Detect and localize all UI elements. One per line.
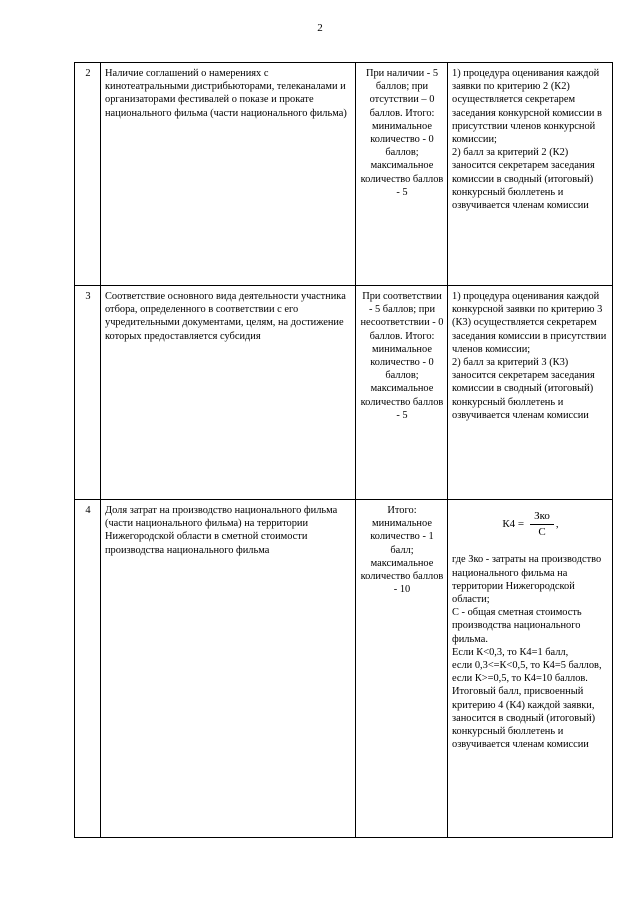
procedure-line: если 0,3<=К<0,5, то К4=5 баллов, xyxy=(452,660,602,672)
procedure-line: С - общая сметная стоимость производства национального фильма. xyxy=(452,607,582,645)
procedure-line: где Зко - затраты на производство национального фильма на территории Нижегородской области; xyxy=(452,554,602,606)
procedure-line: если К>=0,5, то К4=10 баллов. xyxy=(452,673,588,685)
row-number: 4 xyxy=(75,500,101,838)
criterion-procedure xyxy=(448,286,613,500)
criterion-procedure xyxy=(448,500,613,838)
row-number: 3 xyxy=(75,286,101,500)
formula-fraction xyxy=(530,510,554,539)
formula-denominator: С xyxy=(538,526,546,539)
procedure-line: 1) процедура оценивания каждой заявки по критерию 2 (К2) осуществляется секретарем заседания конкурсной комиссии в присутствии членов конкурсной комиссии; xyxy=(452,68,602,146)
criterion-score: При наличии - 5 баллов; при отсутствии – 0 баллов. Итого: минимальное количество - 0 баллов; максимальное количество баллов - 5 xyxy=(356,63,448,286)
row-number: 2 xyxy=(75,63,101,286)
procedure-line: Если К<0,3, то К4=1 балл, xyxy=(452,646,569,658)
procedure-line: Итоговый балл, присвоенный критерию 4 (К4) каждой заявки, заносится в сводный (итоговый) конкурсный бюллетень и озвучивается членам комиссии xyxy=(452,686,596,751)
table-row xyxy=(75,63,613,286)
procedure-line: 2) балл за критерий 2 (К2) заносится секретарем заседания комиссии в сводный (итоговый) конкурсный бюллетень и озвучивается членам комиссии xyxy=(452,147,595,212)
formula-suffix: , xyxy=(555,518,559,531)
criteria-table xyxy=(74,62,613,838)
criterion-name: Наличие соглашений о намерениях с кинотеатральными дистрибьюторами, телеканалами и организаторами фестивалей о показе и прокате национального фильма (части национального фильма) xyxy=(101,63,356,286)
criterion-procedure xyxy=(448,63,613,286)
formula-numerator: Зко xyxy=(530,510,554,525)
table-row xyxy=(75,286,613,500)
table-row xyxy=(75,500,613,838)
criterion-name: Доля затрат на производство национального фильма (части национального фильма) на территории Нижегородской области в сметной стоимости производства национального фильма xyxy=(101,500,356,838)
procedure-line: 2) балл за критерий 3 (К3) заносится секретарем заседания комиссии в сводный (итоговый) конкурсный бюллетень и озвучивается членам комиссии xyxy=(452,357,595,421)
page-number: 2 xyxy=(317,22,323,34)
criterion-score: При соответствии - 5 баллов; при несоответствии - 0 баллов. Итого: минимальное количество - 0 баллов; максимальное количество баллов - 5 xyxy=(356,286,448,500)
formula-lhs: К4 = xyxy=(502,518,525,531)
criterion-name: Соответствие основного вида деятельности участника отбора, определенного в соответствии с его учредительными документами, целям, на достижение которых предоставляется субсидия xyxy=(101,286,356,500)
criterion-score: Итого: минимальное количество - 1 балл; максимальное количество баллов - 10 xyxy=(356,500,448,838)
k4-formula xyxy=(452,510,609,539)
procedure-line: 1) процедура оценивания каждой конкурсной заявки по критерию 3 (К3) осуществляется секретарем заседания комиссии в присутствии членов комиссии; xyxy=(452,291,607,355)
